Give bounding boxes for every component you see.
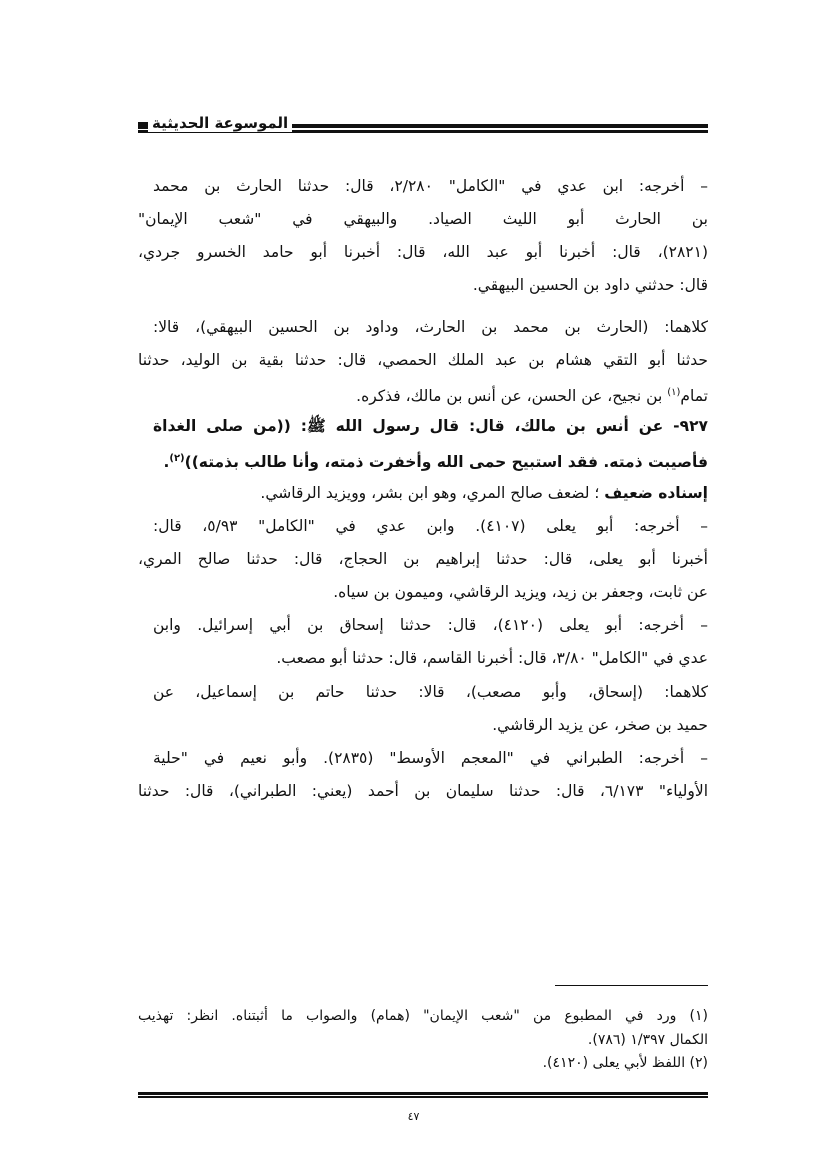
text-line: عن ثابت، وجعفر بن زيد، ويزيد الرقاشي، وميمون بن سياه. [333, 583, 708, 601]
footnote-1: (١) ورد في المطبوع من "شعب الإيمان" (همام) والصواب ما أثبتناه. انظر: تهذيب [138, 1008, 708, 1024]
text-line: – أخرجه: ابن عدي في "الكامل" ٢/٢٨٠، قال: حدثنا الحارث بن محمد [153, 177, 708, 195]
running-header [138, 116, 708, 138]
text-line: – أخرجه: الطبراني في "المعجم الأوسط" (٢٨٣٥). وأبو نعيم في "حلية [153, 749, 708, 767]
text-segment: فأصيبت ذمته. فقد استبيح حمى الله وأخفرت ذمته، وأنا طالب بذمته)) [184, 453, 708, 472]
text-line [138, 382, 708, 407]
header-title: الموسوعة الحديثية [148, 114, 292, 132]
text-line: حدثنا أبو التقي هشام بن عبد الملك الحمصي، قال: حدثنا بقية بن الوليد، حدثنا [138, 351, 708, 369]
footer-rule [138, 1092, 708, 1096]
text-line: عدي في "الكامل" ٣/٨٠، قال: أخبرنا القاسم، قال: حدثنا أبو مصعب. [276, 649, 708, 667]
text-line: (٢٨٢١)، قال: أخبرنا أبو عبد الله، قال: أخبرنا أبو حامد الخسرو جردي، [138, 243, 708, 261]
text-line: – أخرجه: أبو يعلى (٤١٠٧). وابن عدي في "الكامل" ٥/٩٣، قال: [153, 517, 708, 535]
text-line: أخبرنا أبو يعلى، قال: حدثنا إبراهيم بن الحجاج، قال: حدثنا صالح المري، [138, 550, 708, 568]
page-number: ٤٧ [407, 1110, 420, 1123]
header-rule-cap [138, 122, 148, 129]
footnote-1-cont: الكمال ١/٣٩٧ (٧٨٦). [587, 1032, 708, 1048]
isnad-grade: إسناده ضعيف [604, 484, 708, 502]
footnote-ref-2[interactable]: (٢) [169, 453, 185, 464]
text-segment: ؛ لضعف صالح المري، وهو ابن بشر، وويزيد الرقاشي. [260, 484, 605, 502]
text-line: قال: حدثني داود بن الحسين البيهقي. [472, 276, 708, 294]
footnote-separator [555, 985, 708, 986]
isnad-line [153, 482, 708, 504]
text-line: كلاهما: (الحارث بن محمد بن الحارث، وداود بن الحسين البيهقي)، قالا: [153, 318, 708, 336]
text-line: بن الحارث أبو الليث الصياد. والبيهقي في "شعب الإيمان" [138, 210, 708, 228]
text-line: – أخرجه: أبو يعلى (٤١٢٠)، قال: حدثنا إسحاق بن أبي إسرائيل. وابن [153, 616, 708, 634]
text-segment: تمام [680, 387, 708, 406]
text-line: الأولياء" ٦/١٧٣، قال: حدثنا سليمان بن أحمد (يعني: الطبراني)، قال: حدثنا [138, 782, 708, 800]
text-line: كلاهما: (إسحاق، وأبو مصعب)، قالا: حدثنا حاتم بن إسماعيل، عن [153, 683, 708, 701]
text-segment: . [163, 453, 170, 472]
hadith-text [138, 448, 708, 473]
text-segment: بن نجيح، عن الحسن، عن أنس بن مالك، فذكره. [356, 387, 663, 406]
footnote-2: (٢) اللفظ لأبي يعلى (٤١٢٠). [542, 1055, 708, 1071]
text-line: حميد بن صخر، عن يزيد الرقاشي. [492, 716, 708, 734]
footnote-ref-1[interactable]: (١) [667, 387, 681, 398]
hadith-heading: ٩٢٧- عن أنس بن مالك، قال: قال رسول الله ﷺ: ((من صلى الغداة [153, 417, 708, 435]
